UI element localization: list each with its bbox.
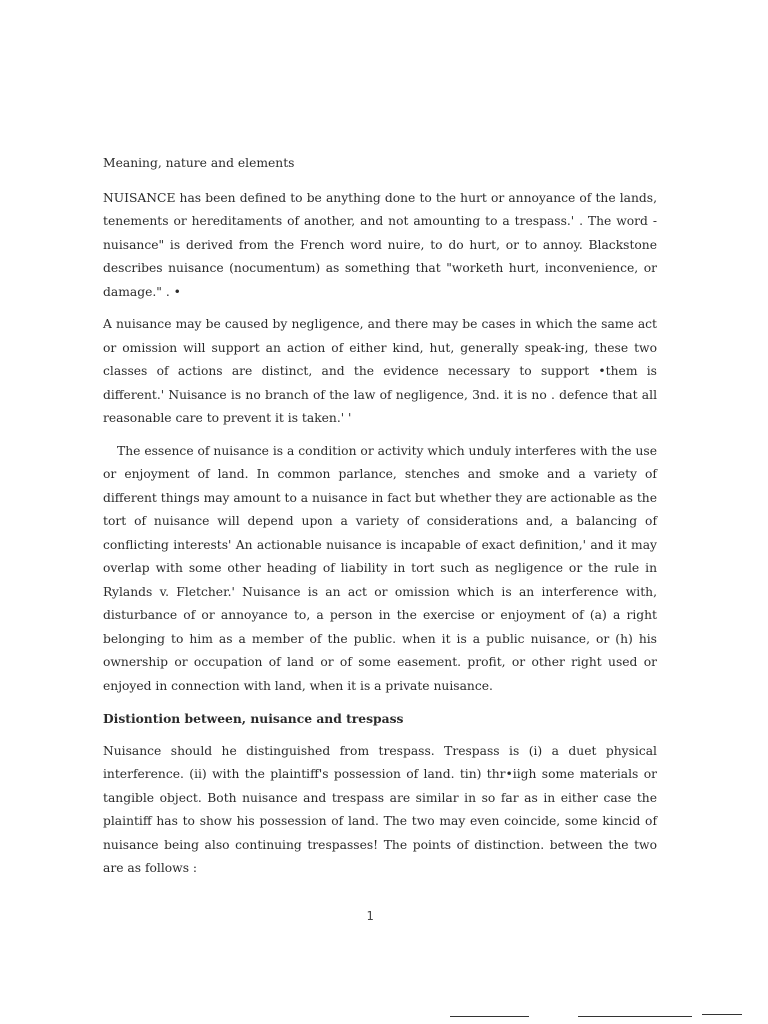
paragraph-definition: NUISANCE has been defined to be anything done to the hurt or annoyance of the lands, tenements or hereditaments of another, and not amounting to a trespass.' . The word - nuisance" is derived from the French word nuire, to do hurt, or to annoy. Blackstone describes nuisance (nocumentum) as something that "worketh hurt, inconvenience, or damage." . • — [103, 190, 657, 299]
paragraph-negligence: A nuisance may be caused by negligence, and there may be cases in which the same act or omission will support an action of either kind, hut, generally speak-ing, these two classes of actions are distinct, and the evidence necessary to support •them is different.' Nuisance is no branch of the law of negligence, 3nd. it is no . defence that all reasonable care to prevent it is taken.' ' — [103, 317, 657, 425]
paragraph-trespass: Nuisance should he distinguished from trespass. Trespass is (i) a duet physical interference. (ii) with the plaintiff's possession of land. tin) thr•iigh some materials or tangible object. Both nuisance and trespass are similar in so far as in either case the plaintiff has to show his possession of land. The two may even coincide, some kincid of nuisance being also continuing trespasses! The points of distinction. between the two are as follows : — [103, 743, 657, 875]
section-title: Meaning, nature and elements — [103, 156, 295, 170]
subheading-distinction: Distiontion between, nuisance and trespass — [103, 711, 404, 726]
footer-rule-middle — [578, 1016, 692, 1017]
footer-rule-right — [702, 1014, 742, 1015]
footer-rule-left — [450, 1016, 529, 1017]
paragraph-essence: The essence of nuisance is a condition or activity which unduly interferes with the use or enjoyment of land. In common parlance, stenches and smoke and a variety of different things may amount to a nuisance in fact but whether they are actionable as the tort of nuisance will depend upon a variety of considerations and, a balancing of conflicting interests' An actionable nuisance is incapable of exact definition,' and it may overlap with some other heading of liability in tort such as negligence or the rule in Rylands v. Fletcher.' Nuisance is an act or omission which is an interference with, disturbance of or annoyance to, a person in the exercise or enjoyment of (a) a right belonging to him as a member of the public. when it is a public nuisance, or (h) his ownership or occupation of land or of some easement. profit, or other right used or enjoyed in connection with land, when it is a private nuisance. — [103, 443, 657, 693]
document-body — [103, 152, 657, 890]
page-number: 1 — [366, 909, 374, 923]
